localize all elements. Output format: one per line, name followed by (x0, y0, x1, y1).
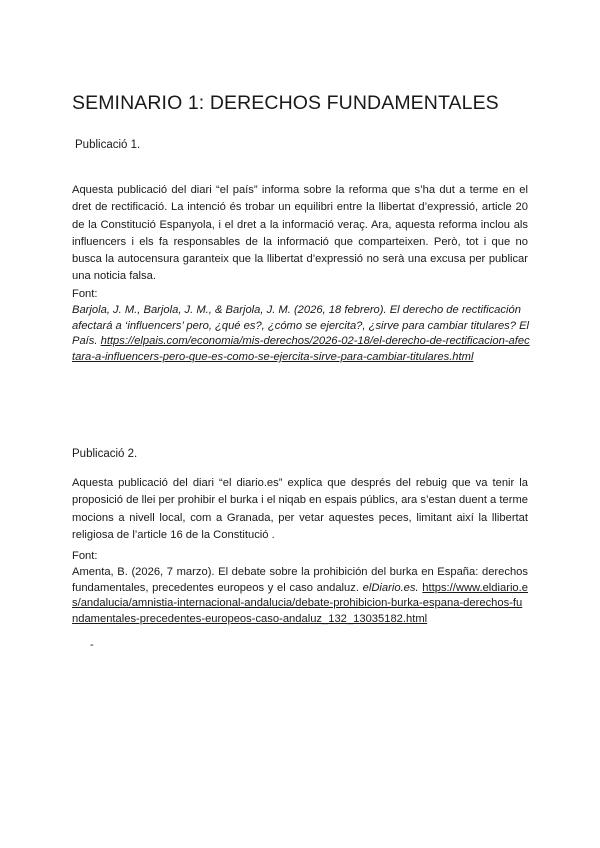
publication-2-source-label: Font: (72, 550, 98, 562)
publication-2-summary: Aquesta publicació del diari “el diario.es” explica que després del rebuig que va tenir la proposició de llei per prohibir el burka i el niqab en espais públics, ara s’estan duent a terme mocions a nivell local, com a Granada, per vetar aquestes peces, limitant així la llibertat religiosa de l’article 16 de la Constitució . (72, 477, 528, 541)
publication-2-citation: Amenta, B. (2026, 7 marzo). El debate sobre la prohibición del burka en España: derechos fundamentales, precedentes europeos y el caso andaluz. (72, 565, 528, 594)
trailing-dash-mark: - (90, 639, 94, 651)
publication-1-summary: Aquesta publicació del diari “el país” informa sobre la reforma que s’ha dut a terme en el dret de rectificació. La intenció és trobar un equilibri entre la llibertat d’expressió, article 20 de la Constitució Espanyola, i el dret a la informació veraç. Ara, aquesta reforma inclou als influencers i els fa responsables de la informació que comparteixen. Però, tot i que no busca la autocensura garanteix que la llibertat d’expressió no serà una excusa per publicar una noticia falsa. (72, 184, 528, 283)
publication-2-url-link[interactable]: https://www.eldiario.es/andalucia/amnistia-internacional-andalucia/debate-prohibicion-burka-espana-derechos-fundamentales-precedentes-europeos-caso-andaluz_132_13035182.html (72, 581, 528, 626)
publication-2-label: Publicació 2. (72, 448, 138, 460)
publication-1-citation: Barjola, J. M., Barjola, J. M., & Barjola, J. M. (2026, 18 febrero). El derecho de rectificación afectará a ‘influencers’ pero, ¿qué es?, ¿cómo se ejercita?, ¿sirve para cambiar titulares? El País. (72, 303, 530, 348)
publication-2-newspaper-name: elDiario.es. (362, 581, 419, 594)
page-title: SEMINARIO 1: DERECHOS FUNDAMENTALES (72, 92, 499, 114)
publication-1-source (72, 287, 532, 366)
publication-1-label: Publicació 1. (75, 139, 141, 151)
publication-1-url-link[interactable]: https://elpais.com/economia/mis-derechos/2026-02-18/el-derecho-de-rectificacion-afectara-a-influencers-pero-que-es-como-se-ejercita-sirve-para-cambiar-titulares.html (72, 335, 530, 364)
publication-1-source-label: Font: (72, 288, 98, 300)
publication-2-source (72, 549, 528, 628)
